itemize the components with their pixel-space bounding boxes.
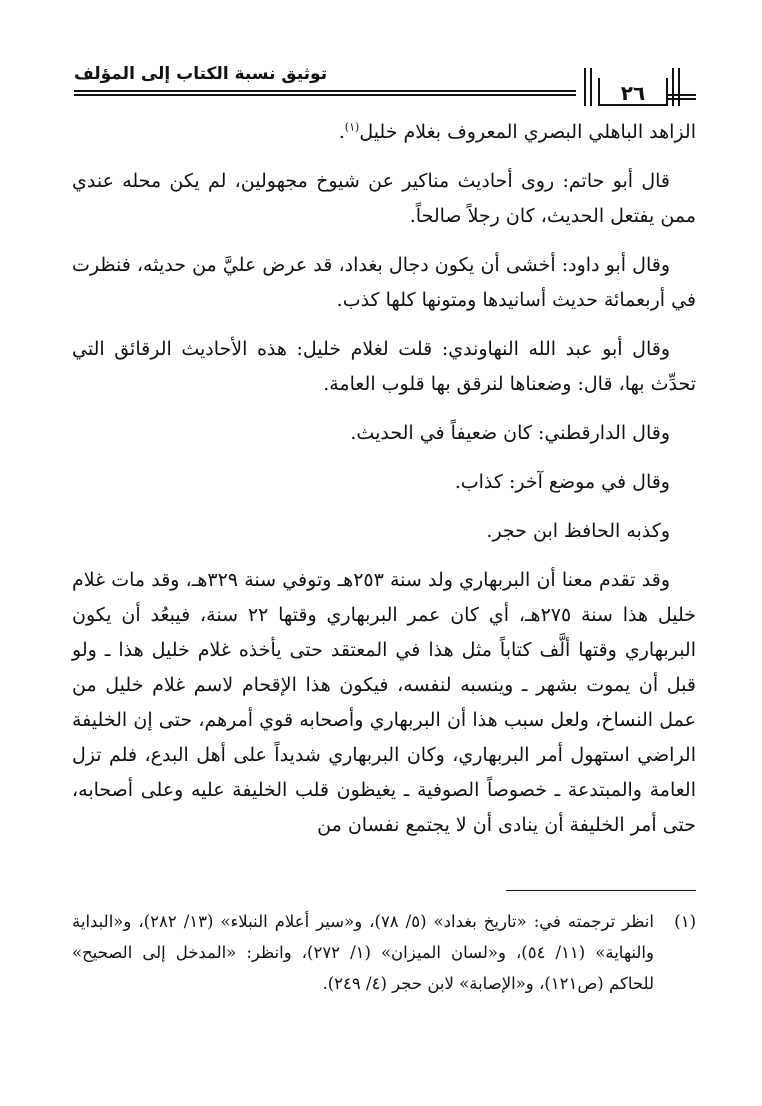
- frame-bar: [678, 68, 680, 106]
- footnote-text: انظر ترجمته في: «تاريخ بغداد» (٥/ ٧٨)، و«سير أعلام النبلاء» (١٣/ ٢٨٢)، و«البداية والنهاية» (١١/ ٥٤)، و«لسان الميزان» (١/ ٢٧٢)، وانظر: «المدخل إلى الصحيح» للحاكم (ص١٢١)، و«الإصابة» لابن حجر (٤/ ٢٤٩).: [72, 912, 654, 993]
- page-number-frame: [576, 68, 696, 106]
- paragraph: وقال أبو عبد الله النهاوندي: قلت لغلام خليل: هذه الأحاديث الرقائق التي تحدِّث بها، قال: وضعناها لنرقق بها قلوب العامة.: [72, 338, 696, 395]
- paragraph-end: .: [338, 121, 345, 143]
- footnote: [72, 906, 696, 999]
- paragraph: [72, 115, 696, 150]
- paragraph: وكذبه الحافظ ابن حجر.: [486, 520, 670, 542]
- frame-bar: [672, 68, 674, 106]
- paragraph: وقال الدارقطني: كان ضعيفاً في الحديث.: [350, 422, 670, 444]
- paragraph-text: الزاهد الباهلي البصري المعروف بغلام خليل: [359, 121, 696, 143]
- frame-bar: [590, 68, 592, 106]
- paragraph: قال أبو حاتم: روى أحاديث مناكير عن شيوخ مجهولين، لم يكن محله عندي ممن يفتعل الحديث، كان رجلاً صالحاً.: [72, 170, 696, 227]
- footnote-reference[interactable]: (١): [344, 120, 360, 134]
- paragraph: وقال أبو داود: أخشى أن يكون دجال بغداد، قد عرض عليَّ من حديثه، فنظرت في أربعمائة حديث أسانيدها ومتونها كلها كذب.: [72, 254, 696, 311]
- frame-rule-bottom: [668, 98, 696, 100]
- footnotes: [72, 906, 696, 999]
- header-rule-top: [74, 90, 576, 92]
- main-text: [72, 115, 696, 843]
- footnote-number: (١): [674, 912, 696, 931]
- frame-bar: [584, 68, 586, 106]
- footnote-separator: [506, 890, 696, 891]
- header-rule-bottom: [74, 94, 576, 96]
- page-header: [74, 50, 696, 106]
- paragraph: وقال في موضع آخر: كذاب.: [454, 471, 670, 493]
- frame-rule-top: [668, 94, 696, 96]
- paragraph: وقد تقدم معنا أن البربهاري ولد سنة ٢٥٣هـ وتوفي سنة ٣٢٩هـ، وقد مات غلام خليل هذا سنة ٢٧٥هـ، أي كان عمر البربهاري وقتها ٢٢ سنة، فيبعُد أن يكون البربهاري وقتها ألَّف كتاباً مثل هذا في المعتقد حتى يأخذه غلام خليل هذا ـ ولو قبل أن يموت بشهر ـ وينسبه لنفسه، فيكون هذا الإقحام لاسم غلام خليل من عمل النساخ، ولعل سبب هذا أن البربهاري وأصحابه قوي أمرهم، حتى إن الخليفة الراضي استهول أمر البربهاري، وكان البربهاري شديداً على أهل البدع، فلم تزل العامة والمبتدعة ـ خصوصاً الصوفية ـ يغيظون قلب الخليفة عليه وعلى أصحابه، حتى أمر الخليفة أن ينادى أن لا يجتمع نفسان من: [72, 569, 697, 836]
- page-number: ٢٦: [620, 81, 646, 105]
- running-title: توثيق نسبة الكتاب إلى المؤلف: [74, 64, 328, 84]
